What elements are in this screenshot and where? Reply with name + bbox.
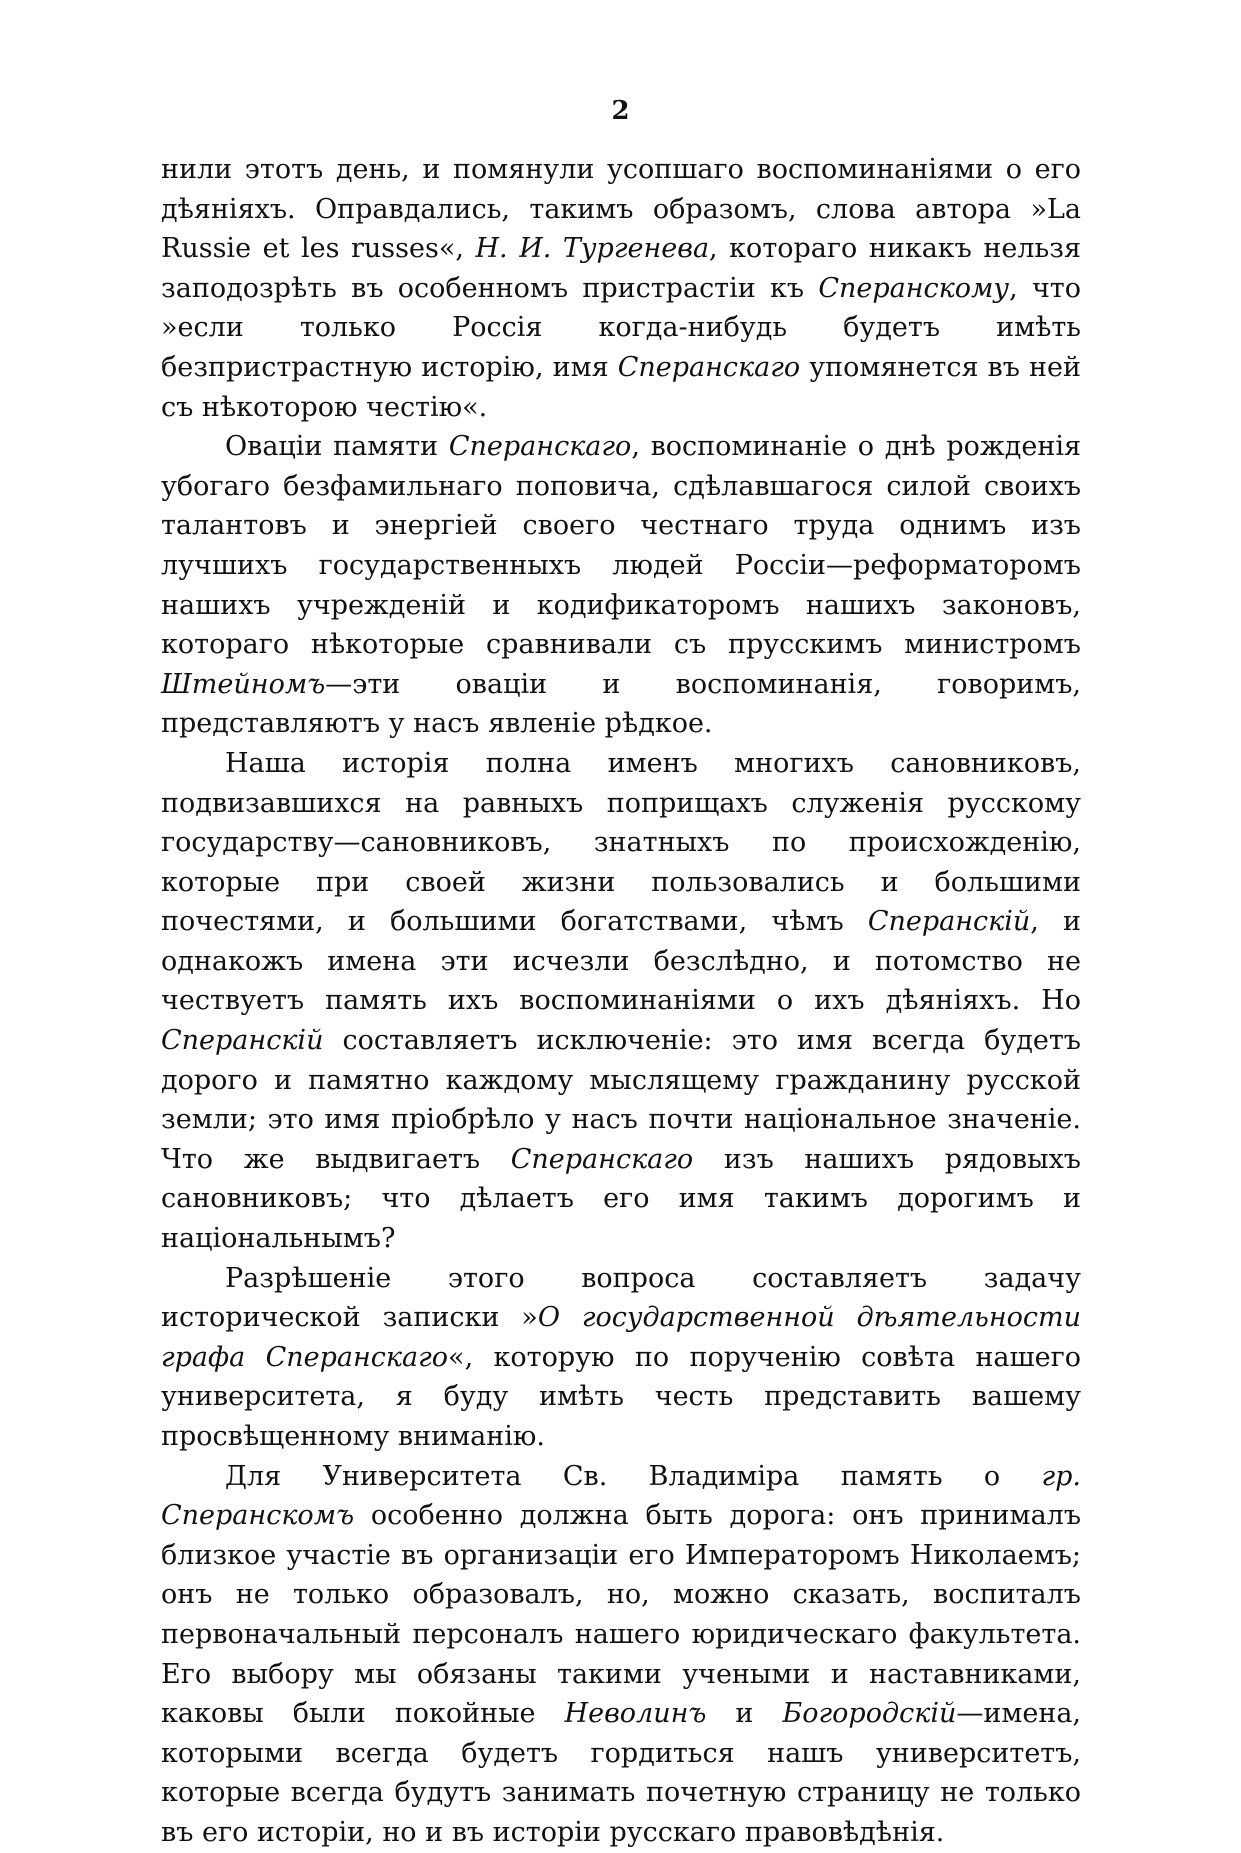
text-run: особенно должна быть дорога: онъ принималъ близкое участіе въ организаціи его Императоромъ Николаемъ; онъ не только образовалъ, но, можно сказать, воспиталъ первоначальный персоналъ нашего юридическаго факультета. Его выбору мы обязаны такими учеными и наставниками, каковы были покойные xyxy=(161,1500,1081,1730)
italic-name: Сперанскій xyxy=(161,1025,324,1057)
text-run: , котораго никакъ нельзя заподозрѣть въ особенномъ пристрастіи къ xyxy=(161,233,1082,304)
italic-name: Сперанскаго xyxy=(617,351,801,383)
text-run: Наша исторія полна именъ многихъ сановниковъ, подвизавшихся на равныхъ поприщахъ служенія русскому государству—сановниковъ, знатныхъ по происхожденію, которые при своей жизни пользовались и большими почестями, и большими богатствами, чѣмъ xyxy=(161,747,1081,938)
text-run: Оваціи памяти xyxy=(225,431,449,463)
text-run: , воспоминаніе о днѣ рожденія убогаго безфамильнаго поповича, сдѣлавшагося силой своихъ талантовъ и энергіей своего честнаго труда однимъ изъ лучшихъ государственныхъ людей Россіи—реформаторомъ нашихъ учрежденій и кодификаторомъ нашихъ законовъ, котораго нѣкоторые сравнивали съ прусскимъ министромъ xyxy=(161,431,1081,661)
paragraph xyxy=(161,150,1081,427)
page-number: 2 xyxy=(611,96,630,126)
italic-name: Сперанскій xyxy=(867,906,1031,938)
italic-name: Сперанскаго xyxy=(448,431,632,463)
text-run: и xyxy=(706,1698,783,1730)
text-run: , что »если только Россія когда-нибудь будетъ имѣть безпристрастную исторію, имя xyxy=(161,272,1081,383)
italic-name: Сперанскому xyxy=(818,272,1010,304)
text-run: —эти оваціи и воспоминанія, говоримъ, представляютъ у насъ явленіе рѣдкое. xyxy=(161,668,1081,740)
text-run: Для Университета Св. Владиміра память о xyxy=(225,1460,1042,1492)
italic-name: О государственной дѣятельности графа Сперанскаго xyxy=(161,1302,1082,1373)
body-text xyxy=(161,150,1081,1853)
text-run: нили этотъ день, и помянули усопшаго воспоминаніями о его дѣяніяхъ. Оправдались, такимъ образомъ, слова автора »La Russie et les russes«, xyxy=(161,154,1081,265)
paragraph xyxy=(161,1457,1081,1853)
text-run: изъ нашихъ рядовыхъ сановниковъ; что дѣлаетъ его имя такимъ дорогимъ и національнымъ? xyxy=(161,1143,1081,1255)
text-run: составляетъ исключеніе: это имя всегда будетъ дорого и памятно каждому мыслящему гражданину русской земли; это имя пріобрѣло у насъ почти національное значеніе. Что же выдвигаетъ xyxy=(161,1025,1081,1175)
italic-name: Штейномъ xyxy=(161,668,326,700)
paragraph xyxy=(161,1259,1081,1457)
text-run: , и однакожъ имена эти исчезли безслѣдно, и потомство не чествуетъ память ихъ воспоминаніями о ихъ дѣяніяхъ. Но xyxy=(161,906,1081,1017)
italic-name: Н. И. Тургенева xyxy=(475,233,710,265)
italic-name: гр. Сперанскомъ xyxy=(161,1460,1081,1532)
text-run: упомянется въ ней съ нѣкоторою честію«. xyxy=(161,351,1081,423)
paragraph xyxy=(161,744,1081,1259)
italic-name: Богородскій xyxy=(782,1698,957,1730)
italic-name: Неволинъ xyxy=(564,1698,707,1730)
paragraph xyxy=(161,427,1081,744)
text-run: Разрѣшеніе этого вопроса составляетъ задачу исторической записки » xyxy=(161,1262,1081,1334)
text-run: «, которую по порученію совѣта нашего университета, я буду имѣть честь представить вашему просвѣщенному вниманію. xyxy=(161,1341,1081,1452)
italic-name: Сперанскаго xyxy=(510,1143,694,1175)
text-run: —имена, которыми всегда будетъ гордиться нашъ университетъ, которые всегда будутъ занимать почетную страницу не только въ его исторіи, но и въ исторіи русскаго правовѣдѣнія. xyxy=(161,1698,1081,1848)
